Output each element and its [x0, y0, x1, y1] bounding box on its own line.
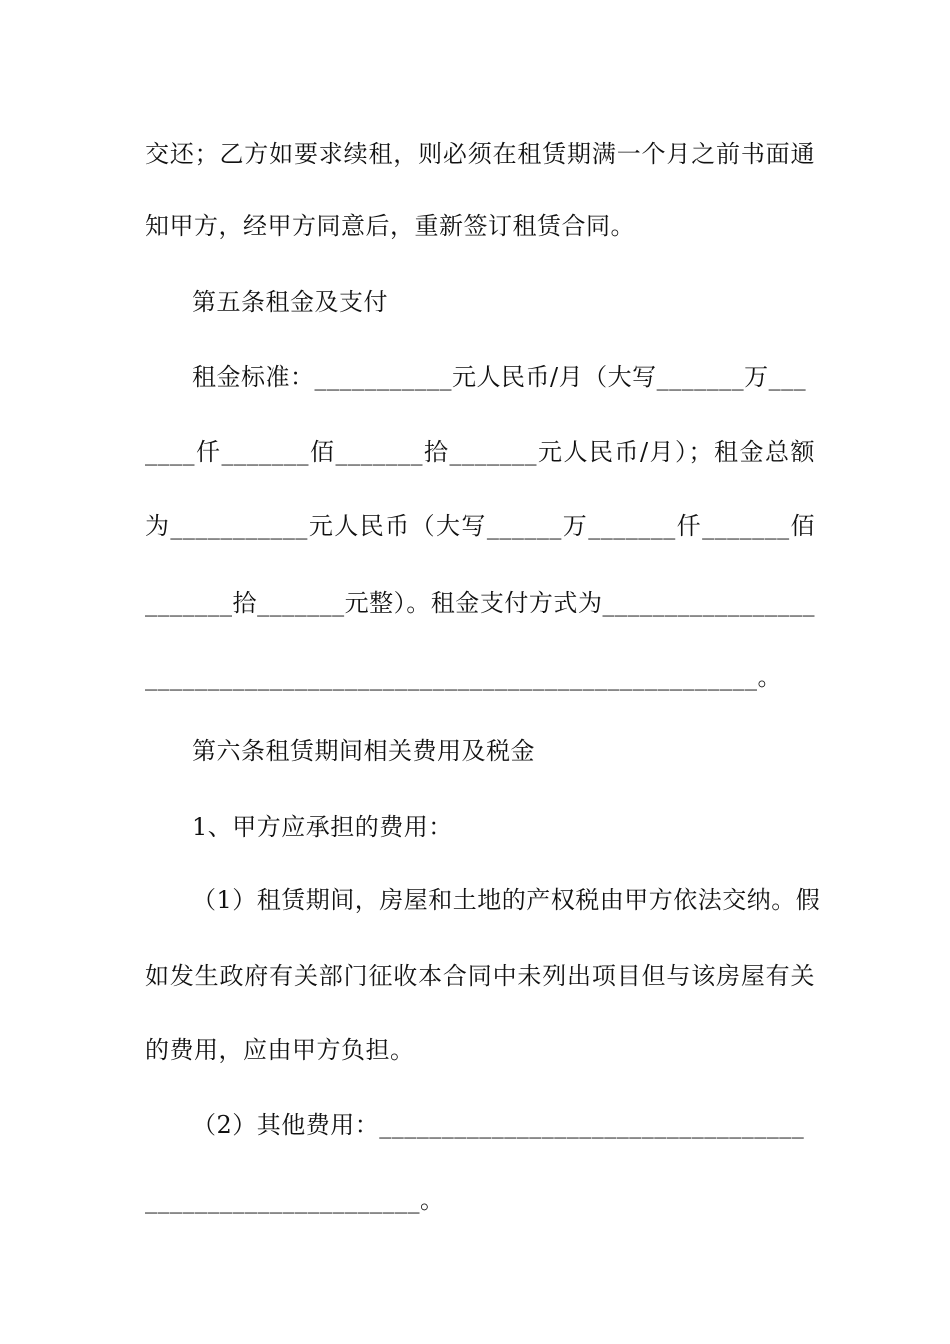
paragraph-line: ____仟_______佰_______拾_______元人民币/月）；租金总额: [145, 438, 815, 466]
paragraph-line: _________________________________________________。: [145, 663, 782, 691]
paragraph-line: （1）租赁期间，房屋和土地的产权税由甲方依法交纳。假: [192, 886, 821, 914]
paragraph-line: （2）其他费用：__________________________________: [192, 1111, 805, 1139]
paragraph-line: 交还；乙方如要求续租，则必须在租赁期满一个月之前书面通: [145, 140, 815, 168]
paragraph-line: 如发生政府有关部门征收本合同中未列出项目但与该房屋有关: [145, 962, 815, 990]
paragraph-line: _______拾_______元整）。租金支付方式为_________________: [145, 589, 815, 617]
paragraph-line: 为___________元人民币（大写______万_______仟_______佰: [145, 512, 815, 540]
section-heading: 第五条租金及支付: [192, 288, 388, 316]
list-item: 1、甲方应承担的费用：: [192, 813, 453, 841]
paragraph-line: 的费用，应由甲方负担。: [145, 1036, 415, 1064]
paragraph-line: 知甲方，经甲方同意后，重新签订租赁合同。: [145, 212, 635, 240]
paragraph-line: 租金标准：___________元人民币/月（大写_______万___: [192, 363, 807, 391]
section-heading: 第六条租赁期间相关费用及税金: [192, 737, 535, 765]
paragraph-line: ______________________。: [145, 1186, 445, 1214]
